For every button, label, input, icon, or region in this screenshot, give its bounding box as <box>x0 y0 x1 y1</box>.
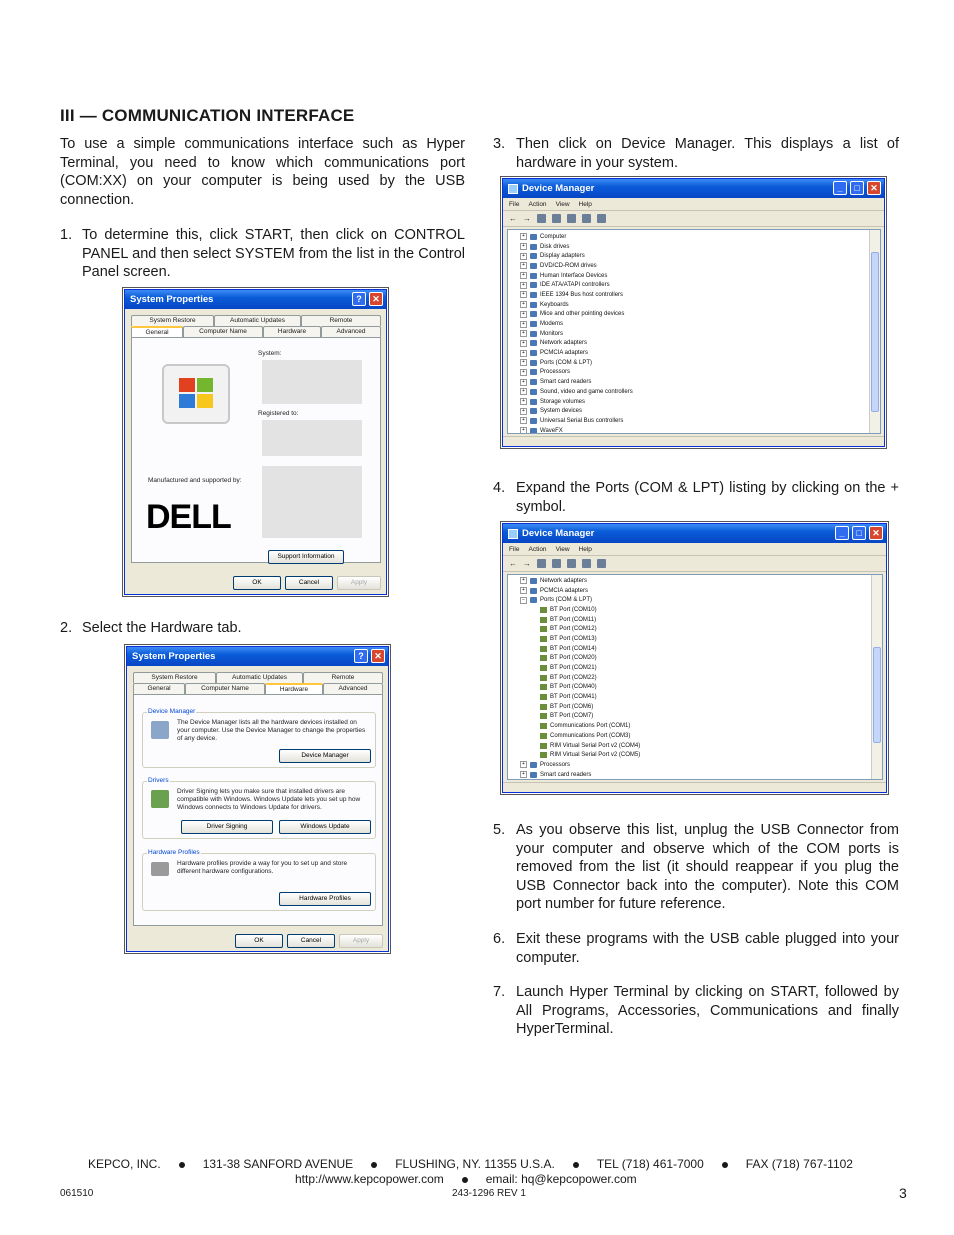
window-title: Device Manager <box>522 183 595 194</box>
device-category-icon <box>530 762 537 768</box>
cancel-button[interactable]: Cancel <box>287 934 335 948</box>
device-manager-window <box>502 178 885 447</box>
port-icon <box>540 704 547 710</box>
step-number: 4. <box>493 480 506 496</box>
device-category-icon <box>530 292 537 298</box>
tree-item[interactable] <box>520 586 882 596</box>
tree-item-label: Ports (COM & LPT) <box>540 359 593 366</box>
tree-item[interactable] <box>520 319 880 329</box>
tree-item[interactable] <box>520 280 880 290</box>
menu-help[interactable]: Help <box>578 200 592 208</box>
tree-item[interactable] <box>520 624 882 634</box>
minimize-button[interactable]: _ <box>833 181 847 195</box>
drivers-group <box>142 777 376 839</box>
expand-icon[interactable]: + <box>520 350 527 357</box>
step-text: Exit these programs with the USB cable plugged into your computer. <box>516 931 899 966</box>
tree-item-label: Storage volumes <box>540 398 586 405</box>
device-category-icon <box>530 263 537 269</box>
toolbar <box>503 211 884 227</box>
properties-icon[interactable] <box>537 559 546 568</box>
tree-item[interactable] <box>520 702 882 712</box>
tree-item[interactable] <box>520 741 882 751</box>
view-icon[interactable] <box>582 214 591 223</box>
tree-item-label: System devices <box>540 408 583 415</box>
port-icon <box>540 646 547 652</box>
tree-item-label: Network adapters <box>540 577 588 584</box>
hardware-properties-window <box>126 646 389 952</box>
expand-icon[interactable]: + <box>520 398 527 405</box>
help-button[interactable]: ? <box>352 292 366 306</box>
step-7 <box>493 983 899 1043</box>
system-properties-window <box>124 289 387 595</box>
manufacturer-info-redacted <box>262 466 362 538</box>
bullet-icon <box>573 1162 579 1168</box>
tree-item-label: Network adapters <box>540 340 588 347</box>
tree-item-label: Smart card readers <box>540 379 592 386</box>
port-icon <box>540 655 547 661</box>
step-5 <box>493 821 899 917</box>
bullet-icon <box>179 1162 185 1168</box>
tree-item[interactable] <box>520 358 880 368</box>
tree-item[interactable] <box>520 654 882 664</box>
tree-item-label: PCMCIA adapters <box>540 587 589 594</box>
tree-item[interactable] <box>520 251 880 261</box>
port-icon <box>540 607 547 613</box>
tree-item-label: RIM Virtual Serial Port v2 (COM4) <box>550 742 641 749</box>
forward-arrow-icon[interactable]: → <box>523 559 531 568</box>
tree-item-label: BT Port (COM41) <box>550 694 597 701</box>
expand-icon[interactable]: + <box>520 301 527 308</box>
device-category-icon <box>530 379 537 385</box>
tree-item-label: BT Port (COM6) <box>550 703 594 710</box>
close-button[interactable]: ✕ <box>867 181 881 195</box>
footer-city: FLUSHING, NY. 11355 U.S.A. <box>395 1157 555 1171</box>
step-4 <box>493 479 899 519</box>
footer-email[interactable]: email: hq@kepcopower.com <box>485 1172 637 1186</box>
group-label: Drivers <box>148 777 169 784</box>
menu-action[interactable]: Action <box>528 545 547 553</box>
device-category-icon <box>530 244 537 250</box>
step-text: Select the Hardware tab. <box>82 620 242 636</box>
status-bar <box>503 436 884 446</box>
port-icon <box>540 665 547 671</box>
device-category-icon <box>530 273 537 279</box>
device-category-icon <box>530 360 537 366</box>
expand-icon[interactable]: + <box>520 427 527 434</box>
device-manager-title-icon <box>508 184 518 194</box>
port-icon <box>540 617 547 623</box>
port-icon <box>540 723 547 729</box>
tree-item-label: Monitors <box>540 330 564 337</box>
view-icon[interactable] <box>582 559 591 568</box>
port-icon <box>540 675 547 681</box>
footer-date-code: 061510 <box>60 1188 94 1199</box>
tree-item[interactable] <box>520 329 880 339</box>
tab-remote[interactable]: Remote <box>301 315 381 326</box>
ok-button[interactable]: OK <box>235 934 283 948</box>
tree-item-label: BT Port (COM7) <box>550 713 594 720</box>
expand-icon[interactable]: + <box>520 340 527 347</box>
vertical-scrollbar[interactable] <box>871 575 882 779</box>
tree-item-label: BT Port (COM40) <box>550 684 597 691</box>
tree-item[interactable] <box>520 232 880 242</box>
step-text: Launch Hyper Terminal by clicking on START, followed by All Programs, Accessories, Communications and finally HyperTerminal. <box>516 984 899 1038</box>
footer-fax: FAX (718) 767-1102 <box>745 1157 853 1171</box>
tree-item[interactable] <box>520 406 880 416</box>
dell-logo-icon: DELL <box>146 498 231 536</box>
device-category-icon <box>530 282 537 288</box>
tree-item[interactable] <box>520 310 880 320</box>
device-category-icon <box>530 597 537 603</box>
hardware-profiles-icon <box>151 862 169 876</box>
step-text: Then click on Device Manager. This displays a list of hardware in your system. <box>516 136 899 171</box>
hardware-profiles-group <box>142 849 376 911</box>
registered-info-redacted <box>262 420 362 456</box>
device-manager-icon <box>151 721 169 739</box>
hardware-profiles-button[interactable]: Hardware Profiles <box>279 892 371 906</box>
device-category-icon <box>530 418 537 424</box>
window-title: Device Manager <box>522 528 595 539</box>
tree-item[interactable] <box>520 712 882 722</box>
bullet-icon <box>462 1177 468 1183</box>
tree-item-label: IDE ATA/ATAPI controllers <box>540 282 610 289</box>
device-category-icon <box>530 399 537 405</box>
tree-item-label: BT Port (COM21) <box>550 665 597 672</box>
tree-item[interactable] <box>520 770 882 780</box>
tree-item-label: Display adapters <box>540 253 585 260</box>
scan-hardware-icon[interactable] <box>597 214 606 223</box>
expand-icon[interactable]: + <box>520 761 527 768</box>
tree-item-label: RIM Virtual Serial Port v2 (COM5) <box>550 752 641 759</box>
device-category-icon <box>530 408 537 414</box>
tab-automatic-updates[interactable]: Automatic Updates <box>216 672 303 683</box>
tab-automatic-updates[interactable]: Automatic Updates <box>214 315 301 326</box>
tree-item[interactable] <box>520 731 882 741</box>
driver-signing-button[interactable]: Driver Signing <box>181 820 273 834</box>
device-category-icon <box>530 428 537 434</box>
tree-item[interactable] <box>520 368 880 378</box>
step-number: 3. <box>493 136 506 152</box>
bullet-icon <box>371 1162 377 1168</box>
device-category-icon <box>530 321 537 327</box>
device-category-icon <box>530 588 537 594</box>
tree-item[interactable] <box>520 605 882 615</box>
device-category-icon <box>530 302 537 308</box>
tree-item-label: Computer <box>540 233 567 240</box>
device-category-icon <box>530 350 537 356</box>
expand-icon[interactable]: + <box>520 577 527 584</box>
forward-arrow-icon[interactable]: → <box>523 214 531 223</box>
menu-view[interactable]: View <box>555 545 570 553</box>
expand-icon[interactable]: + <box>520 369 527 376</box>
device-category-icon <box>530 369 537 375</box>
device-category-icon <box>530 253 537 259</box>
device-category-icon <box>530 772 537 778</box>
expand-icon[interactable]: + <box>520 233 527 240</box>
expand-icon[interactable]: + <box>520 379 527 386</box>
tree-item[interactable] <box>520 426 880 434</box>
scan-hardware-icon[interactable] <box>597 559 606 568</box>
collapse-icon[interactable]: − <box>520 597 527 604</box>
device-category-icon <box>530 578 537 584</box>
help-icon[interactable] <box>567 559 576 568</box>
close-button[interactable]: ✕ <box>869 526 883 540</box>
apply-button[interactable]: Apply <box>337 576 381 590</box>
page-number: 3 <box>899 1185 907 1201</box>
expand-icon[interactable]: + <box>520 282 527 289</box>
tree-item[interactable] <box>520 721 882 731</box>
expand-icon[interactable]: + <box>520 359 527 366</box>
tree-item-label: Mice and other pointing devices <box>540 311 625 318</box>
tab-system-restore[interactable]: System Restore <box>133 672 216 683</box>
window-title: System Properties <box>132 651 216 662</box>
device-category-icon <box>530 389 537 395</box>
status-bar <box>503 782 886 792</box>
manufactured-label: Manufactured and supported by: <box>148 477 242 484</box>
expand-icon[interactable]: + <box>520 417 527 424</box>
footer-tel: TEL (718) 461-7000 <box>596 1157 704 1171</box>
tree-item-label: BT Port (COM13) <box>550 635 597 642</box>
registered-label: Registered to: <box>258 410 299 417</box>
footer-website[interactable]: http://www.kepcopower.com <box>295 1172 444 1186</box>
back-arrow-icon[interactable]: ← <box>509 559 517 568</box>
tree-item[interactable] <box>520 576 882 586</box>
minimize-button[interactable]: _ <box>835 526 849 540</box>
menu-file[interactable]: File <box>509 545 520 553</box>
expand-icon[interactable]: + <box>520 587 527 594</box>
tree-item-label: Disk drives <box>540 243 570 250</box>
group-label: Hardware Profiles <box>148 849 200 856</box>
menu-bar <box>503 198 884 211</box>
tab-general[interactable]: General <box>131 326 183 337</box>
tree-item-label: Processors <box>540 761 571 768</box>
tree-item-label: BT Port (COM20) <box>550 655 597 662</box>
intro-paragraph: To use a simple communications interface such as Hyper Terminal, you need to know which communications port (COM:XX) on your computer is being used by the USB connection. <box>60 136 465 208</box>
hardware-panel <box>133 694 383 926</box>
device-category-icon <box>530 340 537 346</box>
expand-icon[interactable]: + <box>520 262 527 269</box>
tab-row-bottom <box>133 683 383 694</box>
tree-item[interactable] <box>520 634 882 644</box>
menu-bar <box>503 543 886 556</box>
tree-item[interactable] <box>520 416 880 426</box>
tree-item[interactable] <box>520 271 880 281</box>
tree-item-label: Communications Port (COM1) <box>550 723 631 730</box>
port-icon <box>540 636 547 642</box>
windows-update-button[interactable]: Windows Update <box>279 820 371 834</box>
bullet-icon <box>722 1162 728 1168</box>
section-heading: III — COMMUNICATION INTERFACE <box>60 106 355 125</box>
tab-remote[interactable]: Remote <box>303 672 383 683</box>
expand-icon[interactable]: + <box>520 771 527 778</box>
tree-item[interactable] <box>520 261 880 271</box>
tree-item-label: Communications Port (COM3) <box>550 732 631 739</box>
group-description: Driver Signing lets you make sure that installed drivers are compatible with Windows. Windows Update lets you set up how Windows connects to Windows Update for drivers. <box>177 788 361 811</box>
maximize-button[interactable]: □ <box>852 526 866 540</box>
properties-icon[interactable] <box>537 214 546 223</box>
tree-item[interactable] <box>520 595 882 605</box>
tree-item[interactable] <box>520 673 882 683</box>
device-category-icon <box>530 331 537 337</box>
tree-item[interactable] <box>520 692 882 702</box>
footer-contact-line <box>295 1172 637 1186</box>
step-2 <box>60 619 465 639</box>
system-info-redacted <box>262 360 362 404</box>
tab-row-bottom <box>131 326 381 337</box>
ok-button[interactable]: OK <box>233 576 281 590</box>
step-6 <box>493 930 899 970</box>
expand-icon[interactable]: + <box>520 408 527 415</box>
vertical-scrollbar[interactable] <box>869 230 880 433</box>
print-icon[interactable] <box>552 214 561 223</box>
footer-document-code: 243-1296 REV 1 <box>452 1188 526 1199</box>
tree-item[interactable] <box>520 300 880 310</box>
tab-hardware[interactable]: Hardware <box>265 683 323 694</box>
tree-item[interactable] <box>520 663 882 673</box>
port-icon <box>540 733 547 739</box>
tree-item[interactable] <box>520 377 880 387</box>
group-description: The Device Manager lists all the hardware devices installed on your computer. Use the Device Manager to change the properties of any device. <box>177 719 366 742</box>
device-manager-title-icon <box>508 529 518 539</box>
tab-row-top <box>131 315 381 326</box>
tree-item-label: Universal Serial Bus controllers <box>540 417 624 424</box>
tree-item[interactable] <box>520 348 880 358</box>
general-panel <box>131 337 381 563</box>
footer-address-line <box>88 1157 853 1171</box>
window-titlebar <box>503 179 884 198</box>
tree-item-label: BT Port (COM14) <box>550 645 597 652</box>
port-icon <box>540 694 547 700</box>
group-label: Device Manager <box>148 708 196 715</box>
tree-item-label: Modems <box>540 321 564 328</box>
close-button[interactable]: ✕ <box>369 292 383 306</box>
expand-icon[interactable]: + <box>520 253 527 260</box>
window-titlebar <box>503 524 886 543</box>
device-manager-group <box>142 708 376 768</box>
help-icon[interactable] <box>567 214 576 223</box>
step-number: 1. <box>60 227 73 243</box>
tree-item-label: BT Port (COM10) <box>550 606 597 613</box>
tree-item[interactable] <box>520 397 880 407</box>
tree-item[interactable] <box>520 750 882 760</box>
expand-icon[interactable]: + <box>520 321 527 328</box>
tree-item[interactable] <box>520 339 880 349</box>
cancel-button[interactable]: Cancel <box>285 576 333 590</box>
menu-view[interactable]: View <box>555 200 570 208</box>
port-icon <box>540 743 547 749</box>
tree-item-label: PCMCIA adapters <box>540 350 589 357</box>
window-titlebar <box>125 290 386 309</box>
port-icon <box>540 752 547 758</box>
tree-item-label: Sound, video and game controllers <box>540 388 633 395</box>
tree-item-label: Processors <box>540 369 571 376</box>
expand-icon[interactable]: + <box>520 272 527 279</box>
help-button[interactable]: ? <box>354 649 368 663</box>
apply-button[interactable]: Apply <box>339 934 383 948</box>
tree-item-label: Keyboards <box>540 301 569 308</box>
step-3 <box>493 135 899 175</box>
window-title: System Properties <box>130 294 214 305</box>
menu-file[interactable]: File <box>509 200 520 208</box>
window-titlebar <box>127 647 388 666</box>
tree-item-label: BT Port (COM12) <box>550 626 597 633</box>
tree-item-label: DVD/CD-ROM drives <box>540 262 597 269</box>
tree-item-label: Human Interface Devices <box>540 272 608 279</box>
tab-general[interactable]: General <box>133 683 185 694</box>
step-number: 6. <box>493 931 506 947</box>
port-icon <box>540 684 547 690</box>
tree-item-label: IEEE 1394 Bus host controllers <box>540 291 624 298</box>
step-number: 7. <box>493 984 506 1000</box>
step-text: To determine this, click START, then click on CONTROL PANEL and then select SYSTEM from the list in the Control Panel screen. <box>82 227 465 281</box>
expand-icon[interactable]: + <box>520 330 527 337</box>
group-description: Hardware profiles provide a way for you to set up and store different hardware configurations. <box>177 860 348 875</box>
tab-hardware[interactable]: Hardware <box>263 326 321 337</box>
tree-item[interactable] <box>520 290 880 300</box>
tree-item-label: BT Port (COM11) <box>550 616 597 623</box>
expand-icon[interactable]: + <box>520 388 527 395</box>
system-label: System: <box>258 350 282 357</box>
tree-item[interactable] <box>520 387 880 397</box>
expand-icon[interactable]: + <box>520 243 527 250</box>
tree-item[interactable] <box>520 242 880 252</box>
device-category-icon <box>530 234 537 240</box>
step-number: 2. <box>60 620 73 636</box>
tab-row-top <box>133 672 383 683</box>
device-tree-expanded <box>507 574 883 780</box>
tree-item[interactable] <box>520 615 882 625</box>
tree-item-label: WaveFX <box>540 427 563 434</box>
footer-street: 131-38 SANFORD AVENUE <box>202 1157 354 1171</box>
back-arrow-icon[interactable]: ← <box>509 214 517 223</box>
device-tree <box>507 229 881 434</box>
step-number: 5. <box>493 822 506 838</box>
tree-item-label: Smart card readers <box>540 771 592 778</box>
windows-logo-icon <box>162 364 230 424</box>
tab-computer-name[interactable]: Computer Name <box>185 683 265 694</box>
tab-advanced[interactable]: Advanced <box>323 683 383 694</box>
expand-icon[interactable]: + <box>520 311 527 318</box>
menu-action[interactable]: Action <box>528 200 547 208</box>
tree-item[interactable] <box>520 683 882 693</box>
close-button[interactable]: ✕ <box>371 649 385 663</box>
tab-advanced[interactable]: Advanced <box>321 326 381 337</box>
port-icon <box>540 626 547 632</box>
step-text: As you observe this list, unplug the USB Connector from your computer and observe which of the COM ports is removed from the list (it should reappear if you plug the USB Connector back into the computer). Note this COM port number for future reference. <box>516 822 899 913</box>
step-text: Expand the Ports (COM & LPT) listing by clicking on the + symbol. <box>516 480 899 515</box>
device-category-icon <box>530 311 537 317</box>
port-icon <box>540 713 547 719</box>
tree-item-label: BT Port (COM22) <box>550 674 597 681</box>
tree-item[interactable] <box>520 644 882 654</box>
tab-system-restore[interactable]: System Restore <box>131 315 214 326</box>
tree-item-label: Ports (COM & LPT) <box>540 597 593 604</box>
device-manager-expanded-window <box>502 523 887 793</box>
tree-item[interactable] <box>520 760 882 770</box>
footer-company: KEPCO, INC. <box>88 1157 161 1171</box>
menu-help[interactable]: Help <box>578 545 592 553</box>
driver-signing-icon <box>151 790 169 808</box>
tab-computer-name[interactable]: Computer Name <box>183 326 263 337</box>
expand-icon[interactable]: + <box>520 291 527 298</box>
device-manager-button[interactable]: Device Manager <box>279 749 371 763</box>
step-1 <box>60 226 465 286</box>
support-information-button[interactable]: Support Information <box>268 550 344 564</box>
toolbar <box>503 556 886 572</box>
print-icon[interactable] <box>552 559 561 568</box>
maximize-button[interactable]: □ <box>850 181 864 195</box>
